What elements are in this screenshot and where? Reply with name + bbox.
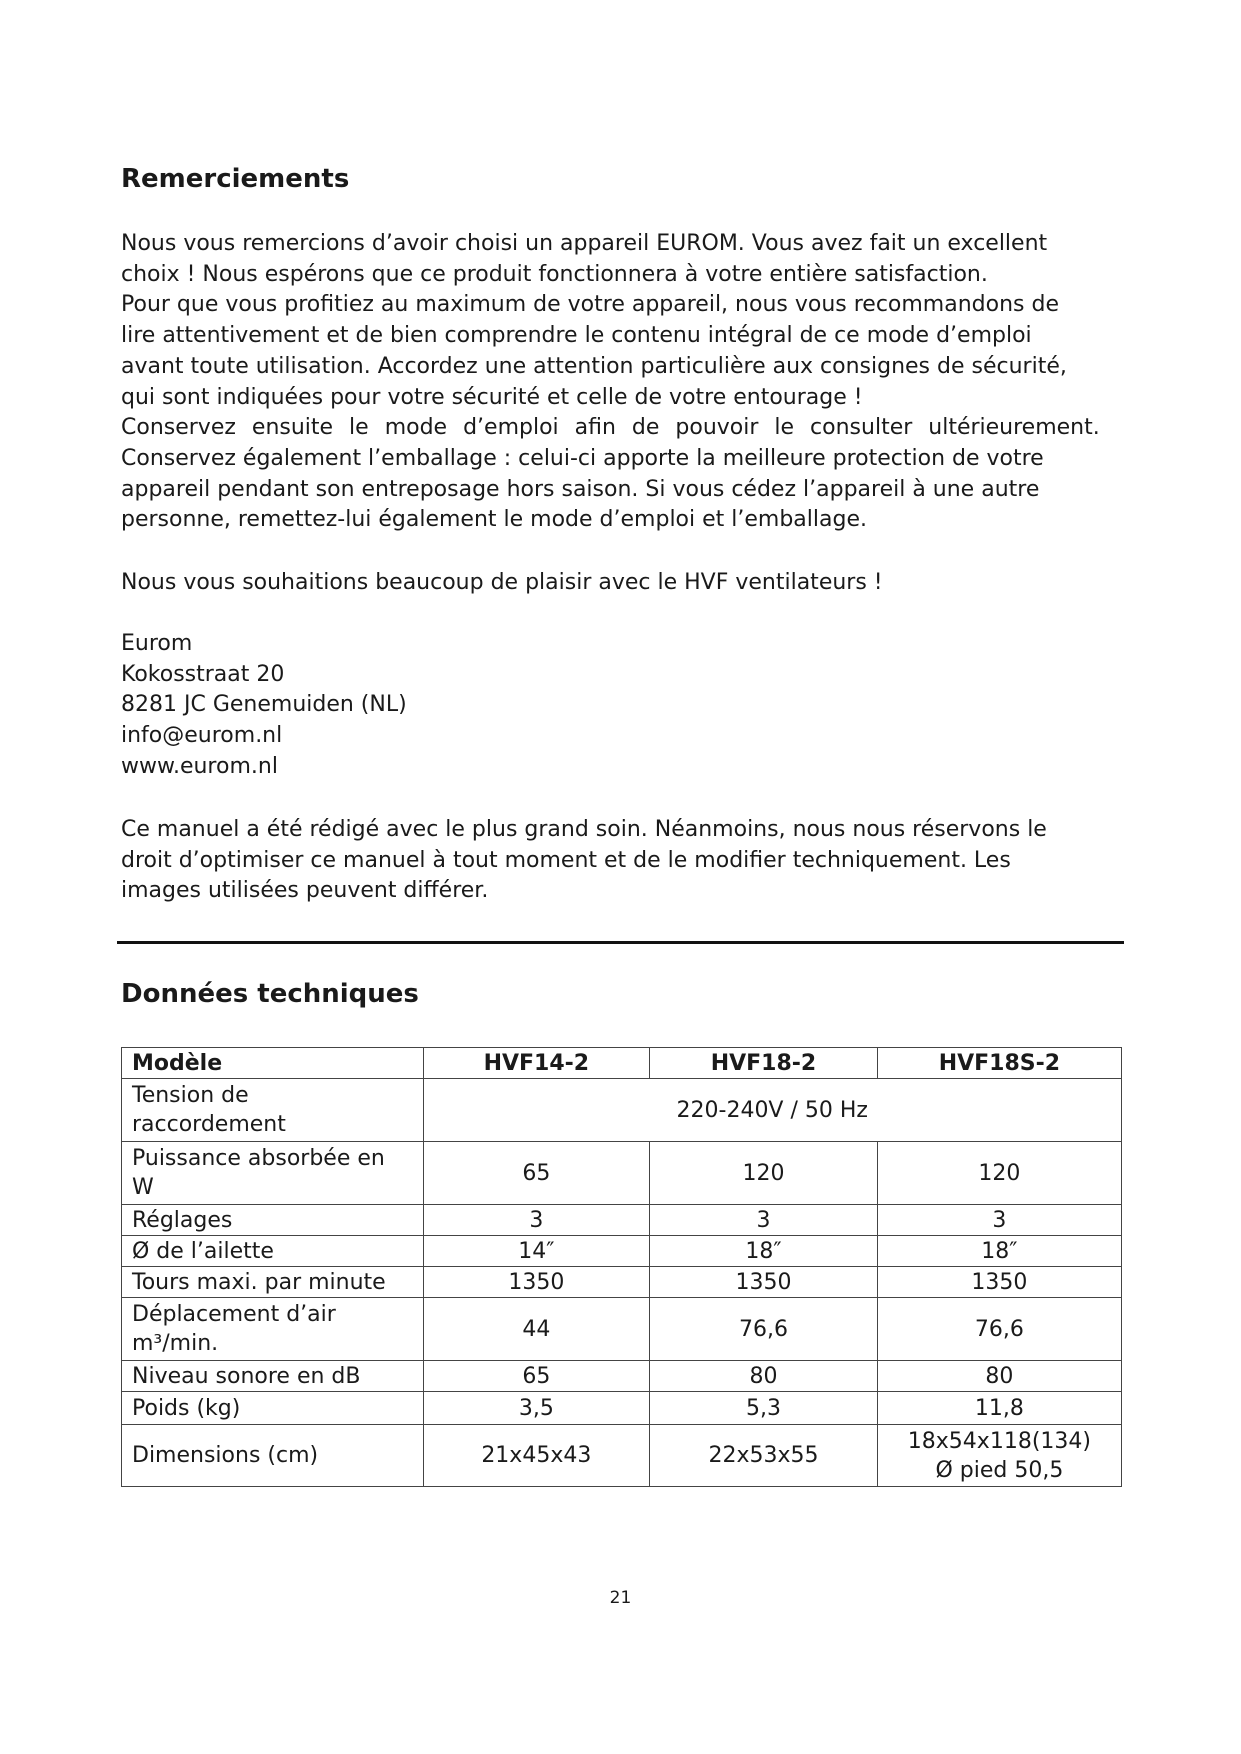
row-value: 11,8 (877, 1392, 1121, 1425)
row-value: 18″ (650, 1236, 878, 1267)
text-line: qui sont indiquées pour votre sécurité et celle de votre entourage ! (121, 384, 863, 410)
row-value: 18x54x118(134) Ø pied 50,5 (877, 1425, 1121, 1487)
table-row (122, 1425, 1122, 1487)
table-header-row (122, 1048, 1122, 1079)
table-row (122, 1361, 1122, 1392)
intro-paragraph (121, 229, 1100, 536)
row-label: Puissance absorbée en W (122, 1142, 424, 1205)
header-hvf18s: HVF18S-2 (877, 1048, 1121, 1079)
row-value: 76,6 (877, 1298, 1121, 1361)
page-number: 21 (609, 1588, 632, 1608)
section-title-remerciements: Remerciements (121, 164, 350, 194)
table-row (122, 1079, 1122, 1142)
table-row (122, 1142, 1122, 1205)
row-value: 1350 (877, 1267, 1121, 1298)
header-hvf14: HVF14-2 (423, 1048, 650, 1079)
text-line: Ce manuel a été rédigé avec le plus grand soin. Néanmoins, nous nous réservons le (121, 817, 1047, 842)
text-line: lire attentivement et de bien comprendre le contenu intégral de ce mode d’emploi (121, 323, 1032, 349)
text-line: appareil pendant son entreposage hors saison. Si vous cédez l’appareil à une autre (121, 476, 1040, 502)
text-line: images utilisées peuvent différer. (121, 878, 489, 904)
street: Kokosstraat 20 (121, 661, 285, 687)
row-value: 120 (877, 1142, 1121, 1205)
header-model: Modèle (122, 1048, 424, 1079)
row-label: Niveau sonore en dB (122, 1361, 424, 1392)
row-value: 3,5 (423, 1392, 650, 1425)
disclaimer-paragraph (121, 815, 1047, 907)
row-label: Poids (kg) (122, 1392, 424, 1425)
text-line: Nous vous souhaitions beaucoup de plaisir avec le HVF ventilateurs ! (121, 570, 883, 595)
table-row (122, 1236, 1122, 1267)
company-name: Eurom (121, 631, 193, 656)
row-label: Ø de l’ailette (122, 1236, 424, 1267)
row-value: 1350 (423, 1267, 650, 1298)
text-line: avant toute utilisation. Accordez une attention particulière aux consignes de sécurité, (121, 353, 1067, 379)
row-value: 22x53x55 (650, 1425, 878, 1487)
row-value: 3 (877, 1205, 1121, 1236)
text-line: Pour que vous profitiez au maximum de votre appareil, nous vous recommandons de (121, 292, 1059, 318)
row-label: Déplacement d’air m³/min. (122, 1298, 424, 1361)
text-line: choix ! Nous espérons que ce produit fonctionnera à votre entière satisfaction. (121, 261, 988, 287)
row-value: 44 (423, 1298, 650, 1361)
text-line: droit d’optimiser ce manuel à tout moment et de le modifier techniquement. Les (121, 847, 1011, 873)
email[interactable]: info@eurom.nl (121, 723, 283, 749)
text-line: Conservez ensuite le mode d’emploi afin de pouvoir le consulter ultérieurement. (121, 415, 1100, 441)
row-label: Tours maxi. par minute (122, 1267, 424, 1298)
row-label: Dimensions (cm) (122, 1425, 424, 1487)
row-value: 5,3 (650, 1392, 878, 1425)
row-value: 18″ (877, 1236, 1121, 1267)
specs-table (121, 1047, 1122, 1487)
row-value: 14″ (423, 1236, 650, 1267)
row-value: 21x45x43 (423, 1425, 650, 1487)
website[interactable]: www.eurom.nl (121, 753, 278, 779)
text-line: Nous vous remercions d’avoir choisi un appareil EUROM. Vous avez fait un excellent (121, 231, 1048, 256)
header-hvf18: HVF18-2 (650, 1048, 878, 1079)
wish-text (121, 568, 883, 599)
row-value: 3 (650, 1205, 878, 1236)
row-label: Réglages (122, 1205, 424, 1236)
row-value: 3 (423, 1205, 650, 1236)
table-row (122, 1392, 1122, 1425)
text-line: personne, remettez-lui également le mode d’emploi et l’emballage. (121, 507, 867, 533)
section-title-specs: Données techniques (121, 979, 419, 1009)
row-value: 1350 (650, 1267, 878, 1298)
company-address (121, 629, 407, 783)
row-label: Tension de raccordement (122, 1079, 424, 1142)
table-row (122, 1298, 1122, 1361)
text-line: Conservez également l’emballage : celui-ci apporte la meilleure protection de votre (121, 445, 1044, 471)
city: 8281 JC Genemuiden (NL) (121, 692, 407, 718)
row-value: 120 (650, 1142, 878, 1205)
row-value: 65 (423, 1361, 650, 1392)
row-value: 80 (877, 1361, 1121, 1392)
row-value: 65 (423, 1142, 650, 1205)
row-value: 80 (650, 1361, 878, 1392)
table-row (122, 1205, 1122, 1236)
table-row (122, 1267, 1122, 1298)
section-divider (117, 941, 1124, 944)
row-value: 220-240V / 50 Hz (423, 1079, 1122, 1142)
row-value: 76,6 (650, 1298, 878, 1361)
